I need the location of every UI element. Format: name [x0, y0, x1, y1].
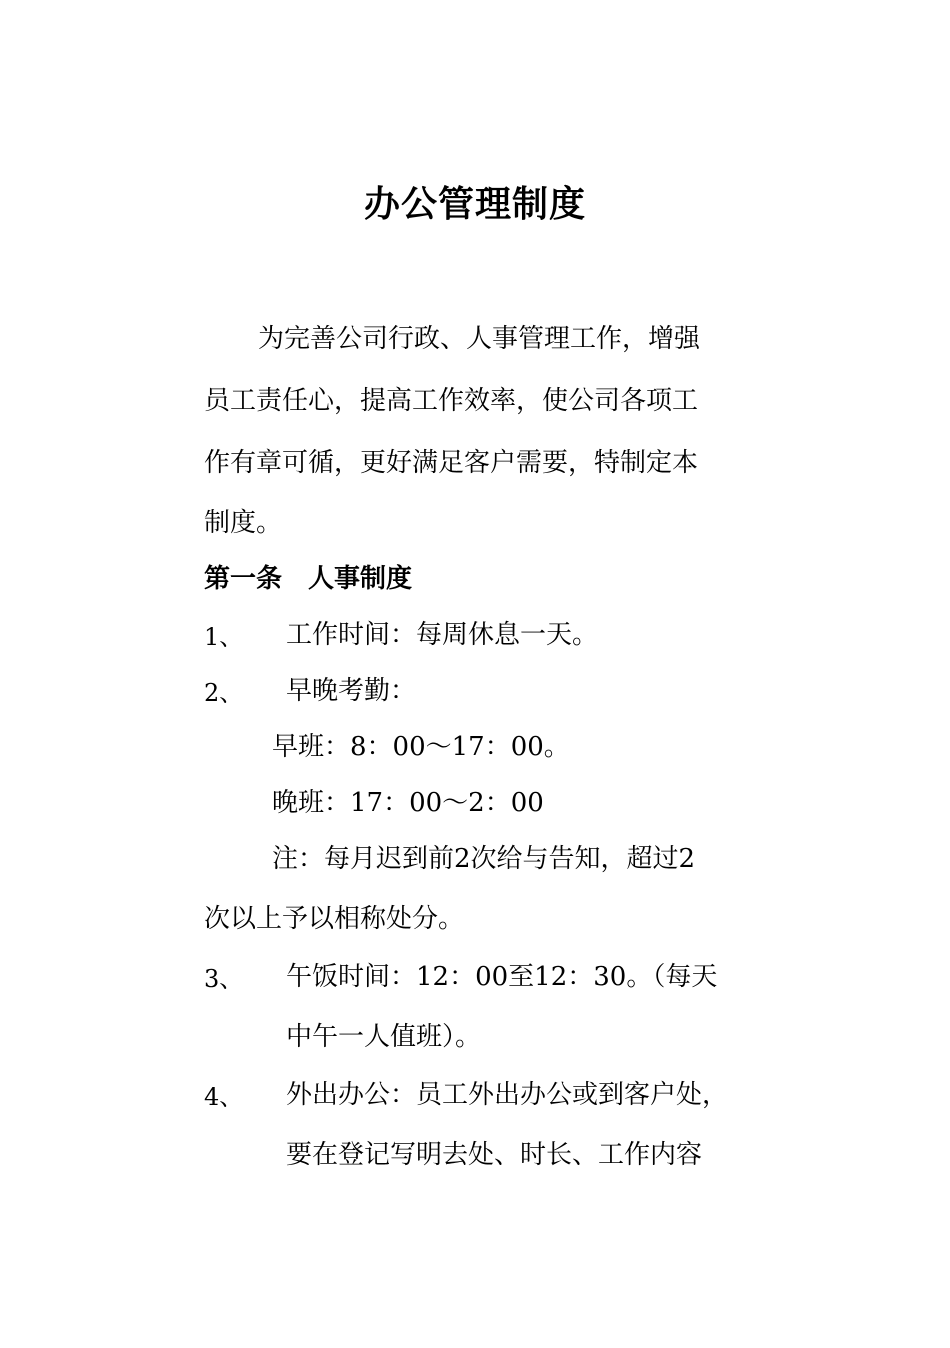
intro-line-3: 作有章可循，更好满足客户需要，特制定本	[204, 448, 699, 478]
note-line-1: 注：每月迟到前2次给与告知，超过2	[272, 844, 696, 874]
intro-line-4: 制度。	[204, 508, 283, 538]
item-number-1: 1、	[204, 623, 244, 651]
shift-evening: 晚班：17：00～2：00	[272, 788, 544, 818]
item-text-3-line-1: 午饭时间：12：00至12：30。（每天	[286, 962, 718, 992]
item-text-4-line-1: 外出办公：员工外出办公或到客户处，	[286, 1080, 729, 1110]
item-number-4: 4、	[204, 1083, 244, 1111]
shift-morning: 早班：8：00～17：00。	[272, 732, 570, 762]
intro-line-2: 员工责任心，提高工作效率，使公司各项工	[204, 386, 699, 416]
item-text-1: 工作时间：每周休息一天。	[286, 620, 599, 650]
item-text-3-line-2: 中午一人值班）。	[286, 1022, 482, 1052]
note-line-2: 次以上予以相称处分。	[204, 904, 465, 934]
document-title: 办公管理制度	[363, 184, 586, 225]
section-heading: 第一条 人事制度	[204, 564, 413, 594]
intro-line-1: 为完善公司行政、人事管理工作，增强	[258, 324, 701, 354]
item-number-3: 3、	[204, 965, 244, 993]
item-number-2: 2、	[204, 679, 244, 707]
item-text-4-line-2: 要在登记写明去处、时长、工作内容	[286, 1140, 703, 1170]
item-text-2: 早晚考勤：	[286, 676, 417, 706]
